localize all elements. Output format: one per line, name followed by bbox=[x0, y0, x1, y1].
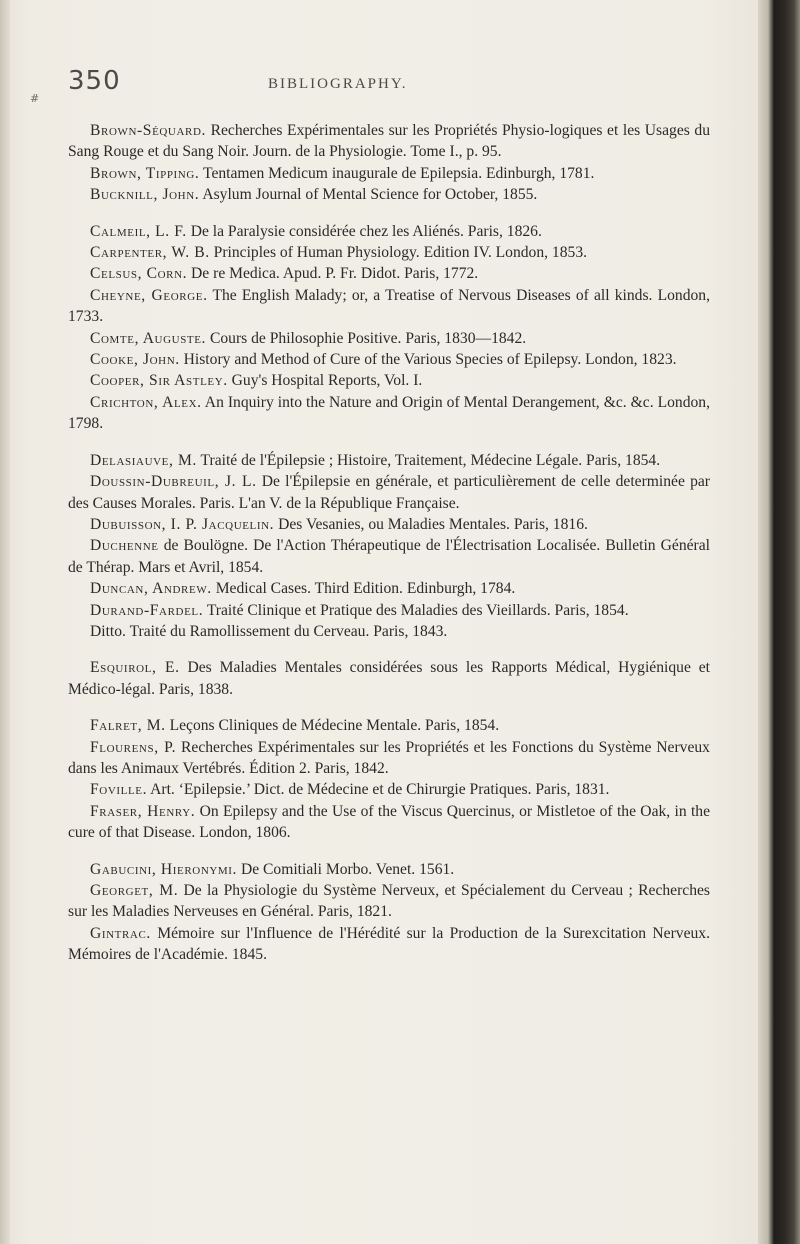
bibliography-group bbox=[68, 859, 710, 966]
bibliography-entry bbox=[68, 578, 710, 599]
bibliography-entry bbox=[68, 737, 710, 780]
page-header bbox=[68, 66, 728, 106]
entry-author: Gintrac. bbox=[90, 924, 151, 942]
entry-author: Bucknill, John. bbox=[90, 186, 200, 204]
margin-mark: # bbox=[30, 92, 40, 105]
entry-author: Georget, M. bbox=[90, 882, 179, 899]
entry-text: History and Method of Cure of the Various Species of Epilepsy. London, 1823. bbox=[179, 351, 677, 369]
entry-author: Delasiauve, M. bbox=[90, 451, 197, 469]
entry-text: Medical Cases. Third Edition. Edinburgh, 1784. bbox=[211, 580, 516, 598]
book-spine-edge bbox=[758, 0, 800, 1244]
page-number: 350 bbox=[68, 66, 121, 96]
entry-author: Comte, Auguste. bbox=[90, 329, 207, 347]
bibliography-group bbox=[68, 221, 710, 435]
bibliography-entry bbox=[68, 600, 710, 621]
entry-author: Calmeil, L. F. bbox=[90, 222, 187, 240]
bibliography-entry bbox=[68, 535, 710, 578]
entry-text: Art. ‘Epilepsie.’ Dict. de Médecine et de Chirurgie Pratiques. Paris, 1831. bbox=[147, 781, 610, 799]
entry-author: Foville. bbox=[90, 781, 148, 799]
entry-text: Recherches Expérimentales sur les Propriétés Physio-logiques et les Usages du Sang Rouge et du Sang Noir. Journ. de la Physiologie. Tome I., p. 95. bbox=[68, 122, 710, 161]
entry-author: Doussin-Dubreuil, J. L. bbox=[90, 473, 257, 491]
bibliography-entry bbox=[68, 370, 710, 391]
entry-author: Flourens, P. bbox=[90, 738, 177, 756]
bibliography-entry bbox=[68, 779, 710, 800]
entry-text: Des Maladies Mentales considérées sous les Rapports Médical, Hygiénique et Médico-légal. Paris, 1838. bbox=[68, 659, 710, 698]
entry-author: Dubuisson, I. P. Jacquelin. bbox=[90, 515, 275, 533]
bibliography-body bbox=[68, 120, 710, 981]
entry-text: Principles of Human Physiology. Edition IV. London, 1853. bbox=[209, 244, 588, 262]
entry-author: Falret, M. bbox=[90, 717, 166, 735]
bibliography-entry bbox=[68, 657, 710, 700]
bibliography-entry bbox=[68, 328, 710, 349]
entry-text: The English Malady; or, a Treatise of Nervous Diseases of all kinds. London, 1733. bbox=[68, 286, 711, 326]
entry-text: Leçons Cliniques de Médecine Mentale. Paris, 1854. bbox=[165, 717, 500, 735]
entry-author: Crichton, Alex. bbox=[90, 393, 202, 411]
entry-text: Guy's Hospital Reports, Vol. I. bbox=[227, 372, 423, 390]
bibliography-entry bbox=[68, 514, 710, 535]
bibliography-entry bbox=[68, 471, 710, 514]
entry-text: Traité de l'Épilepsie ; Histoire, Traitement, Médecine Légale. Paris, 1854. bbox=[196, 451, 661, 469]
bibliography-group bbox=[68, 120, 710, 206]
bibliography-entry bbox=[68, 859, 710, 880]
entry-author: Duchenne bbox=[90, 537, 159, 555]
bibliography-entry bbox=[68, 184, 710, 205]
entry-text: De la Paralysie considérée chez les Aliénés. Paris, 1826. bbox=[186, 222, 542, 240]
entry-text: De la Physiologie du Système Nerveux, et Spécialement du Cerveau ; Recherches sur les Maladies Nerveuses en Général. Paris, 1821. bbox=[68, 882, 710, 921]
bibliography-entry bbox=[68, 263, 710, 284]
page-left-edge bbox=[0, 0, 10, 1244]
entry-text: De re Medica. Apud. P. Fr. Didot. Paris, 1772. bbox=[187, 265, 479, 283]
entry-text: de Boulögne. De l'Action Thérapeutique de l'Électrisation Localisée. Bulletin Général de Thérap. Mars et Avril, 1854. bbox=[68, 537, 710, 576]
entry-author: Duncan, Andrew. bbox=[90, 580, 212, 598]
bibliography-entry bbox=[68, 715, 710, 736]
entry-text: De Comitiali Morbo. Venet. 1561. bbox=[237, 860, 455, 878]
bibliography-entry bbox=[68, 621, 710, 642]
bibliography-entry bbox=[68, 923, 710, 966]
bibliography-entry bbox=[68, 392, 710, 435]
bibliography-group bbox=[68, 657, 710, 700]
entry-author: Gabucini, Hieronymi. bbox=[90, 860, 238, 878]
entry-author: Fraser, Henry. bbox=[90, 802, 196, 820]
bibliography-entry bbox=[68, 349, 710, 370]
entry-text: Asylum Journal of Mental Science for October, 1855. bbox=[199, 186, 538, 204]
bibliography-group bbox=[68, 450, 710, 643]
entry-author: Brown, Tipping. bbox=[90, 164, 200, 182]
running-head: BIBLIOGRAPHY. bbox=[268, 76, 408, 92]
entry-author: Carpenter, W. B. bbox=[90, 244, 210, 262]
entry-text: De l'Épilepsie en générale, et particulièrement de celle determinée par des Causes Morales. Paris. L'an V. de la République Française. bbox=[68, 473, 710, 512]
bibliography-entry bbox=[68, 285, 710, 328]
entry-author: Celsus, Corn. bbox=[90, 265, 188, 283]
entry-text: Des Vesanies, ou Maladies Mentales. Paris, 1816. bbox=[274, 515, 588, 533]
entry-author: Durand-Fardel. bbox=[90, 601, 204, 619]
bibliography-entry bbox=[68, 450, 710, 471]
bibliography-entry bbox=[68, 880, 710, 923]
bibliography-entry bbox=[68, 801, 710, 844]
entry-text: Tentamen Medicum inaugurale de Epilepsia. Edinburgh, 1781. bbox=[199, 164, 595, 182]
entry-author: Cooke, John. bbox=[90, 351, 180, 369]
entry-author: Cheyne, George. bbox=[90, 286, 208, 304]
bibliography-entry bbox=[68, 120, 710, 163]
bibliography-entry bbox=[68, 221, 710, 242]
bibliography-group bbox=[68, 715, 710, 843]
bibliography-entry bbox=[68, 242, 710, 263]
entry-text: Recherches Expérimentales sur les Propriétés et les Fonctions du Système Nerveux dans les Animaux Vertébrés. Édition 2. Paris, 1842. bbox=[68, 738, 710, 777]
entry-text: Cours de Philosophie Positive. Paris, 1830—1842. bbox=[206, 329, 527, 347]
entry-author: Esquirol, E. bbox=[90, 659, 180, 677]
entry-text: Ditto. Traité du Ramollissement du Cerveau. Paris, 1843. bbox=[90, 622, 448, 640]
entry-text: Traité Clinique et Pratique des Maladies des Vieillards. Paris, 1854. bbox=[203, 601, 629, 619]
entry-author: Cooper, Sir Astley. bbox=[90, 372, 228, 390]
entry-author: Brown-Séquard. bbox=[90, 122, 207, 139]
bibliography-entry bbox=[68, 163, 710, 184]
entry-text: An Inquiry into the Nature and Origin of Mental Derangement, &c. &c. London, 1798. bbox=[68, 393, 710, 433]
entry-text: On Epilepsy and the Use of the Viscus Quercinus, or Mistletoe of the Oak, in the cure of that Disease. London, 1806. bbox=[68, 802, 710, 842]
entry-text: Mémoire sur l'Influence de l'Hérédité sur la Production de la Surexcitation Nerveux. Mémoires de l'Académie. 1845. bbox=[68, 924, 710, 964]
